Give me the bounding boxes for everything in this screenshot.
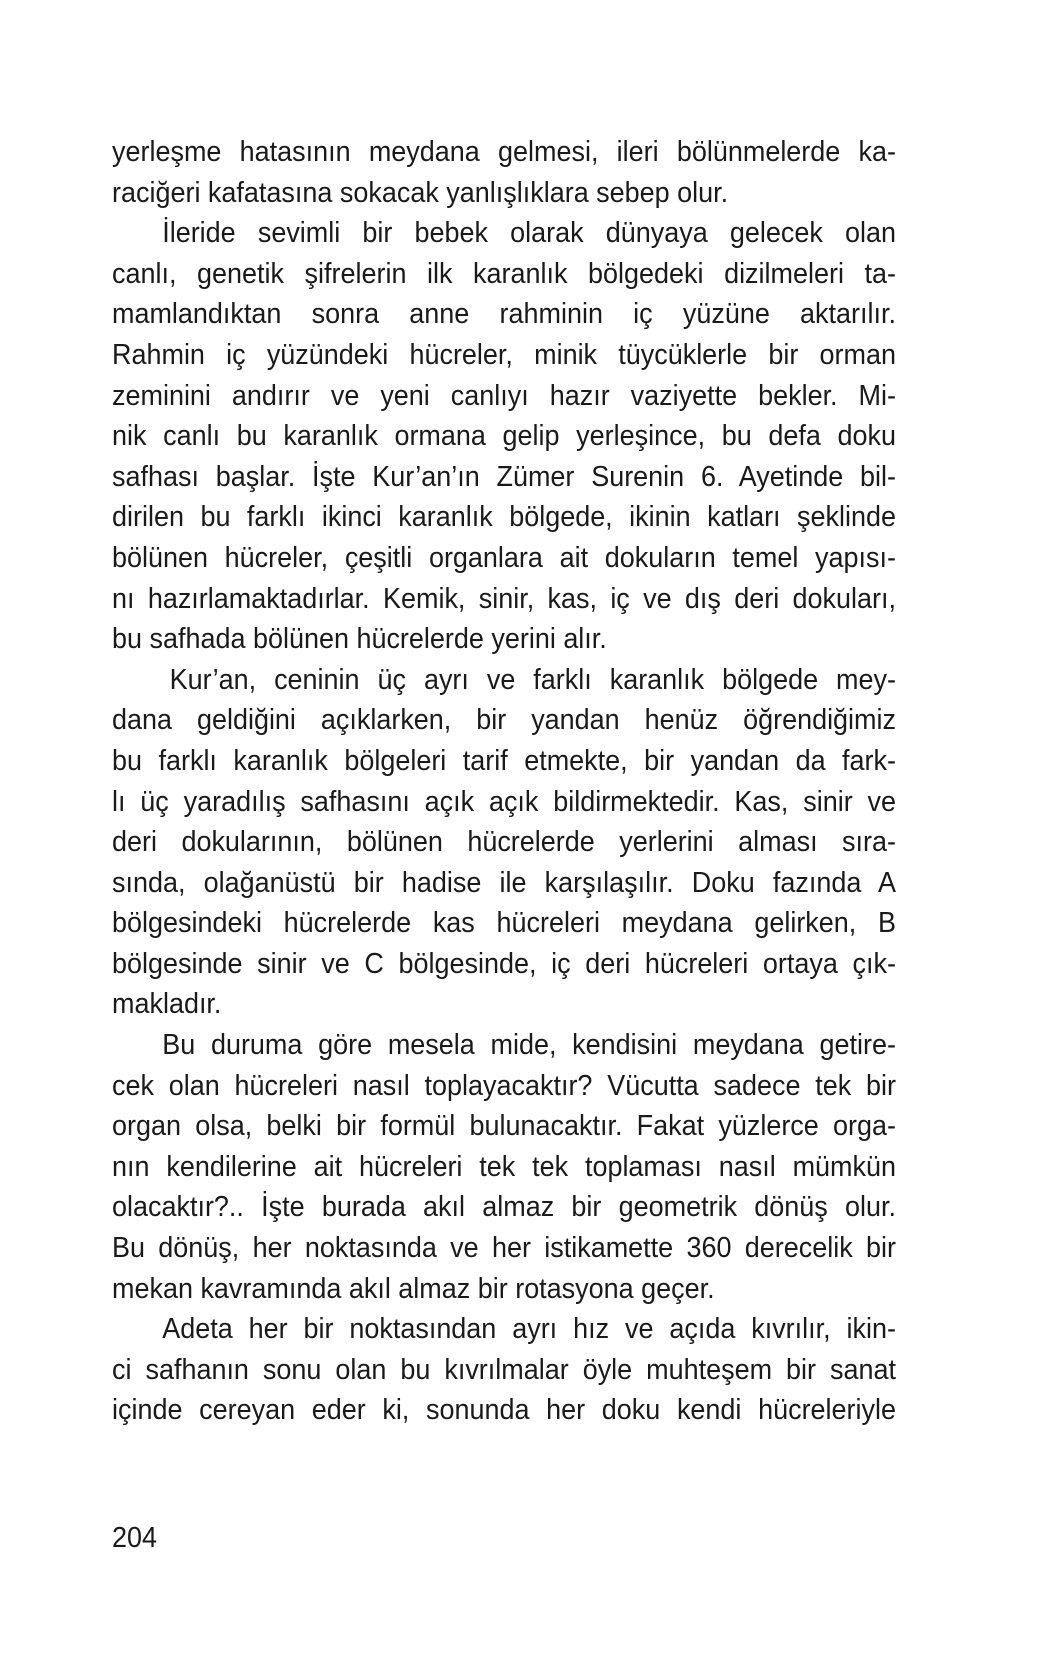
text-line: Adeta her bir noktasından ayrı hız ve açıda kıvrılır, ikin- [162, 1313, 896, 1346]
text-line: makladır. [112, 988, 222, 1021]
text-line: Bu duruma göre mesela mide, kendisini meydana getire- [162, 1029, 896, 1062]
text-line: lı üç yaradılış safhasını açık açık bildirmektedir. Kas, sinir ve [112, 785, 896, 818]
text-line: olacaktır?.. İşte burada akıl almaz bir geometrik dönüş olur. [112, 1191, 896, 1224]
text-line: organ olsa, belki bir formül bulunacaktır. Fakat yüzlerce orga- [112, 1110, 896, 1143]
text-line: bölgesindeki hücrelerde kas hücreleri meydana gelirken, B [112, 907, 896, 940]
text-line: mamlandıktan sonra anne rahminin iç yüzüne aktarılır. [112, 298, 896, 331]
text-line: raciğeri kafatasına sokacak yanlışlıklara sebep olur. [112, 176, 729, 209]
page-number: 204 [112, 1522, 158, 1554]
text-line: içinde cereyan eder ki, sonunda her doku kendi hücreleriyle [112, 1394, 896, 1427]
text-line: Kur’an, ceninin üç ayrı ve farklı karanlık bölgede mey- [169, 663, 896, 696]
text-line: sında, olağanüstü bir hadise ile karşılaşılır. Doku fazında A [112, 866, 896, 899]
text-line: canlı, genetik şifrelerin ilk karanlık bölgedeki dizilmeleri ta- [112, 257, 896, 290]
text-line: Rahmin iç yüzündeki hücreler, minik tüycüklerle bir orman [112, 338, 896, 371]
page-body [112, 132, 896, 1431]
text-line: mekan kavramında akıl almaz bir rotasyona geçer. [112, 1272, 715, 1305]
text-line: bölgesinde sinir ve C bölgesinde, iç deri hücreleri ortaya çık- [112, 947, 896, 980]
text-line: bu farklı karanlık bölgeleri tarif etmekte, bir yandan da fark- [112, 744, 896, 777]
text-line: deri dokularının, bölünen hücrelerde yerlerini alması sıra- [112, 826, 896, 859]
text-line: ci safhanın sonu olan bu kıvrılmalar öyle muhteşem bir sanat [112, 1353, 896, 1386]
text-line: nik canlı bu karanlık ormana gelip yerleşince, bu defa doku [112, 420, 896, 453]
text-line: safhası başlar. İşte Kur’an’ın Zümer Surenin 6. Ayetinde bil- [112, 460, 896, 493]
text-line: dana geldiğini açıklarken, bir yandan henüz öğrendiğimiz [112, 704, 896, 737]
text-line: nın kendilerine ait hücreleri tek tek toplaması nasıl mümkün [112, 1150, 896, 1183]
text-line: nı hazırlamaktadırlar. Kemik, sinir, kas, iç ve dış deri dokuları, [112, 582, 896, 615]
text-line: zeminini andırır ve yeni canlıyı hazır vaziyette bekler. Mi- [112, 379, 896, 412]
text-line: bölünen hücreler, çeşitli organlara ait dokuların temel yapısı- [112, 541, 896, 574]
text-line: yerleşme hatasının meydana gelmesi, ileri bölünmelerde ka- [112, 136, 896, 168]
text-line: dirilen bu farklı ikinci karanlık bölgede, ikinin katları şeklinde [112, 501, 896, 534]
text-line: İleride sevimli bir bebek olarak dünyaya gelecek olan [162, 217, 896, 250]
text-line: bu safhada bölünen hücrelerde yerini alır. [112, 623, 607, 656]
text-line: cek olan hücreleri nasıl toplayacaktır? Vücutta sadece tek bir [112, 1069, 896, 1102]
text-line: Bu dönüş, her noktasında ve her istikamette 360 derecelik bir [112, 1232, 896, 1265]
